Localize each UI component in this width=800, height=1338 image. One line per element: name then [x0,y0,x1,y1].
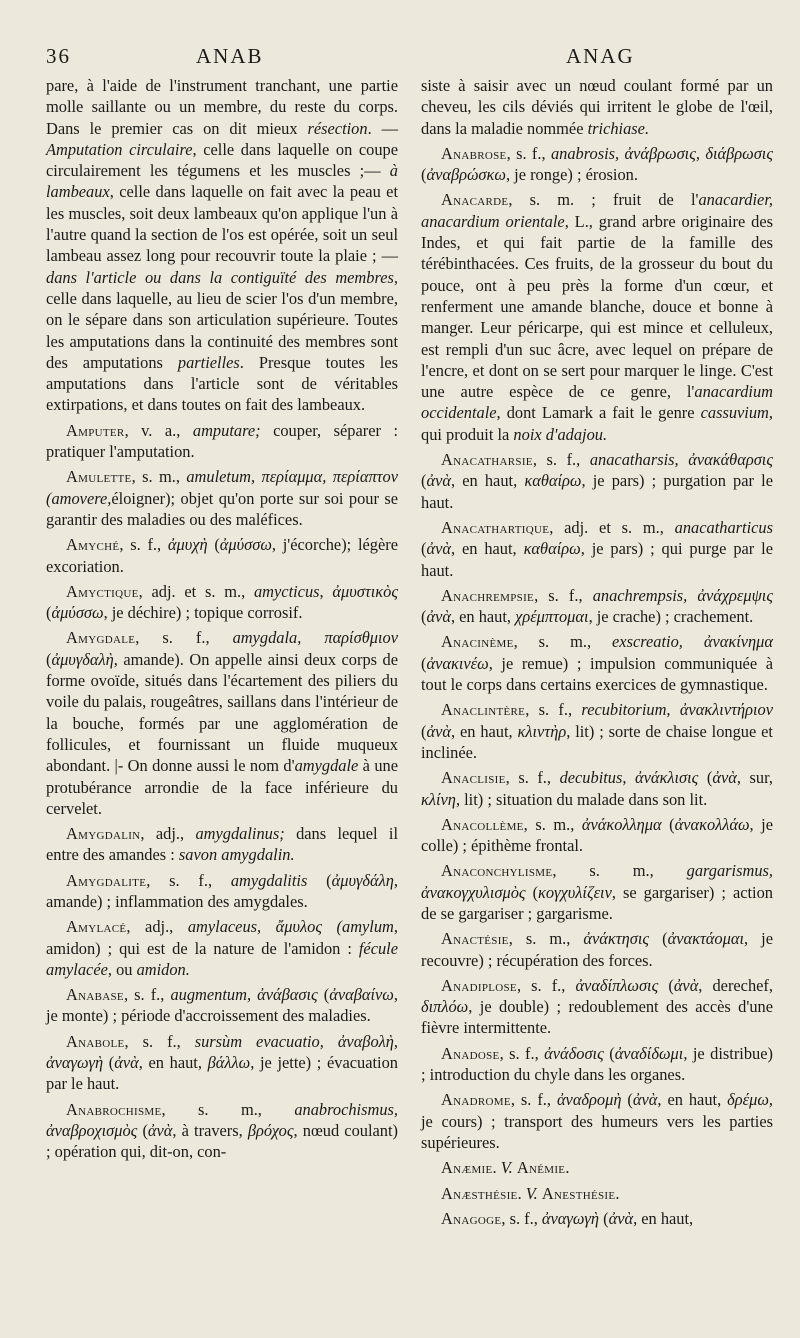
headword: Anémie [516,1158,566,1178]
headword: Anabrose [441,143,507,163]
body-text: siste à saisir avec un nœud coulant formé par un cheveu, les cils déviés qui irritent le globe de l'œil, dans la maladie nommée [421,76,773,138]
dictionary-entry [46,420,398,463]
body-text: ( [317,985,330,1005]
italic-text: διπλόω [421,997,469,1017]
body-text: , s. f., [119,535,168,555]
body-text: , adj., [140,824,196,844]
body-text: , celle dans laquelle on fait avec la peau et les muscles, soit deux lambeaux qu'on applique l'un à l'autre quand la section de l'os est opérée, soit un seul lambeau assez long pour recouvrir toute la plaie ; — [46,182,398,266]
body-text: , s. f., [499,1043,545,1063]
italic-text: ἀναβρώσκω [426,165,506,185]
body-text: ( [103,1053,115,1073]
italic-text: ἀνὰ [712,768,737,788]
italic-text: ἀνακτάομαι [667,929,744,949]
body-text: ( [599,1208,609,1228]
body-text: . [492,1158,501,1178]
dictionary-entry [46,984,398,1027]
italic-text: ἀνὰ [426,471,451,491]
italic-text: ἀναγωγὴ [541,1208,600,1228]
headword: Amygdalite [66,870,147,890]
body-text: , lit) ; sorte de chaise longue et inclinée. [421,721,773,762]
dictionary-entry [421,928,773,971]
dictionary-entry [421,1157,773,1178]
body-text: ( [525,882,539,902]
body-text: , j'écorche); légère excoriation. [46,535,398,576]
body-text: , s. f., [501,1208,542,1228]
italic-text: anacatharsis, ἀνακάθαρσις [589,450,773,470]
italic-text: V. [525,1183,538,1203]
body-text: , amande) ; inflammation des amygdales. [46,870,398,911]
dictionary-entry [46,581,398,624]
body-text: , s. f., [124,1031,195,1051]
body-text: , je jette) ; évacuation par le haut. [46,1053,399,1094]
headword: Anacarde [441,190,509,210]
body-text: , à travers, [172,1120,248,1140]
body-text: , s. f., [534,585,593,605]
body-text: ( [649,929,668,949]
italic-text: ἀναδίπλωσις [575,975,659,995]
body-text: couper, séparer : pratiquer l'amputation. [46,420,399,462]
italic-text: amygdalitis [230,870,308,890]
body-text: dans lequel il entre des amandes : [46,824,398,865]
dictionary-entry [421,189,773,445]
italic-text: amylaceus, ἄμυλος (amylum [187,917,394,937]
right-running-head: ANAG [566,44,635,68]
body-text: , ou [107,959,137,979]
dictionary-entry [421,975,773,1039]
italic-text: anabrochismus, ἀναβροχισμὸς [46,1099,398,1140]
body-text: pare, à l'aide de l'instrument tranchant, une partie molle saillante ou un membre, du reste du corps. Dans le premier cas on dit mieux [46,76,398,138]
dictionary-entry [46,1031,398,1095]
body-text: ( [658,975,674,995]
headword: Anacatharsie [441,450,533,470]
dictionary-entry [421,143,773,186]
italic-text: augmentum [170,985,247,1005]
headword: Anactésie [441,929,509,949]
body-text: , amidon) ; qui est de la nature de l'amidon : [46,917,399,958]
body-text: , s. f., [510,1090,557,1110]
body-text: , en haut, [450,471,525,491]
body-text: , v. a., [124,420,193,440]
body-text: , derechef, [698,975,773,995]
body-text: , je remue) ; impulsion communiquée à tout le corps dans certains exercices de gymnastique. [421,653,773,695]
headword: Anadrome [441,1090,511,1110]
headword: Anabase [66,985,124,1005]
body-text: , adj., [126,917,188,937]
headword: Anagoge [441,1208,502,1228]
body-text: ( [621,1090,633,1110]
italic-text: trichiase. [587,118,650,138]
body-text: , s. m. ; fruit de l' [508,190,699,210]
italic-text: ἀνὰ [426,721,451,741]
headword: Anaclisie [441,768,506,788]
dictionary-entry [421,814,773,857]
body-text: , s. m., [508,929,584,949]
body-text: , s. m., [513,632,613,652]
body-text: ( [603,1043,615,1063]
left-column [46,75,398,1163]
body-text: , L., grand arbre originaire des Indes, et qui fait partie de la famille des térébinthacées. Ces fruits, de la grosseur du bout du pouce, ont à peu près la forme d'un cœur, et renferment une amande blanche, douce et bonne à manger. Leur péricarpe, qui est mince et celluleux, est rempli d'un suc âcre, avec lequel on prépare de l'encre, et dont on se sert pour marquer le linge. C'est une autre espèce de ce genre, l' [421,211,773,402]
body-text: ( [661,814,675,834]
body-text: , je crache) ; crachement. [588,607,754,627]
italic-text: V. [500,1158,513,1178]
italic-text: ἀνὰ [426,539,451,559]
body-text: , s. f., [532,450,590,470]
body-text: , lit) ; situation du malade dans son lit. [455,789,708,809]
italic-text: καθαίρω [523,539,581,559]
body-text: , s. m., [131,467,187,487]
italic-text: à lambeaux [46,161,398,202]
italic-text: ἀναδίδωμι [614,1043,684,1063]
body-text: , en haut, [450,721,518,741]
dictionary-entry [421,767,773,810]
headword: Anæmie [441,1158,493,1178]
italic-text: χρέμπτομαι [515,607,589,627]
body-text: , s. m., [552,861,687,881]
italic-text: ἀμυγδάλη [331,870,394,890]
headword: Amygdalin [66,824,141,844]
dictionary-entry [421,517,773,581]
italic-text: amuletum, περίαμμα, περίαπτον (amovere, [46,467,399,508]
italic-text: ἀνάβασις [257,985,318,1005]
headword: Amygdale [66,628,136,648]
headword: Anesthésie [541,1183,616,1203]
italic-text: amygdalinus; [195,824,285,844]
body-text: ( [307,870,332,890]
body-text: , en haut, [450,539,524,559]
body-text: , s. f., [525,700,582,720]
body-text: ( [698,768,713,788]
italic-text: δρέμω [727,1090,769,1110]
headword: Amyché [66,535,120,555]
italic-text: ἀνὰ [426,607,451,627]
body-text: ( [421,165,427,185]
body-text: , je double) ; redoublement des accès d'une fièvre intermittente. [421,997,773,1038]
italic-text: ἀμυχὴ [167,535,208,555]
italic-text: κογχυλίζειν [538,882,612,902]
italic-text: amidon. [136,959,190,979]
body-text: , amande). On appelle ainsi deux corps de forme ovoïde, situés dans l'écartement des piliers du voile du palais, rougeâtres, saillans dans l'intérieur de la bouche, formés par une agglomération de follicules, et fournissant un fluide muqueux abondant. |- On donne aussi le nom d' [46,649,398,776]
body-text: , je monte) ; période d'accroissement des maladies. [46,985,398,1026]
italic-text: ἀνὰ [632,1090,658,1110]
body-text: ( [421,539,427,559]
headword: Amulette [66,467,132,487]
body-text: , en haut, [657,1090,728,1110]
body-text: . [615,1183,620,1203]
italic-text: ἀμύσσω [219,535,272,555]
italic-text: ἀνακολλάω [674,814,750,834]
dictionary-entry [421,1089,773,1153]
body-text: ( [46,649,52,669]
body-text: , je distribue) ; introduction du chyle dans les organes. [421,1043,773,1085]
italic-text: ἀνακινέω [426,653,489,673]
body-text: . [565,1158,570,1178]
italic-text: decubitus [559,768,623,788]
dictionary-entry [421,1183,773,1204]
body-text: ( [421,471,427,491]
dictionary-entry [421,1043,773,1086]
entry-continuation [46,75,398,416]
italic-text: amputare; [192,420,261,440]
italic-text: anabrosis, ἀνάβρωσις, διάβρωσις [550,143,773,163]
italic-text: cassuvium [700,403,769,423]
body-text: , celle dans laquelle on coupe circulairement les tégumens et les muscles ;— [46,139,398,181]
body-text: éloigner); objet qu'on porte sur soi pour se garantir des maladies ou des maléfices. [46,488,398,529]
italic-text: βρόχος [247,1120,294,1140]
body-text: , s. f., [516,975,576,995]
italic-text: anacatharticus [674,517,773,537]
headword: Anacinème [441,632,514,652]
headword: Amyctique [66,581,139,601]
italic-text: savon amygdalin. [178,845,295,865]
headword: Anadiplose [441,975,517,995]
italic-text: ἀνάκλισις [635,768,699,788]
italic-text: καθαίρω [524,471,582,491]
body-text: , je déchire) ; topique corrosif. [103,603,303,623]
right-column [421,75,773,1229]
body-text: , [622,768,636,788]
body-text: , se gargariser) ; action de se gargariser ; gargarisme. [421,882,773,923]
body-text: . Presque toutes les amputations dans l'article sont de véritables extirpations, et dans toutes on fait des lambeaux. [46,352,398,415]
body-text: , je ronge) ; érosion. [505,165,638,185]
italic-text: κλίνη [421,789,456,809]
body-text: , s. m., [161,1099,295,1119]
body-text: , qui produit la [421,403,773,444]
body-text: , nœud coulant) ; opération qui, dit-on, con- [46,1120,399,1162]
body-text: , s. f., [506,143,551,163]
italic-text: ἀνὰ [147,1120,173,1140]
italic-text: résection [307,118,368,138]
dictionary-entry [421,699,773,763]
body-text: ( [421,721,427,741]
body-text: ( [137,1120,148,1140]
dictionary-entry [421,860,773,924]
italic-text: partielles [177,352,240,372]
headword: Anaclintère [441,700,526,720]
body-text: , s. f., [146,870,231,890]
body-text: , s. f., [123,985,171,1005]
headword: Anacathartique [441,517,550,537]
dictionary-entry [46,823,398,866]
dictionary-entry [421,1208,773,1229]
body-text: , s. f., [505,768,560,788]
body-text: , celle dans laquelle, au lieu de scier l'os d'un membre, on le sépare dans son articulation supérieure. Toutes les amputations dans la continuité des membres sont des amputations [46,267,398,372]
body-text: , dont Lamark a fait le genre [496,403,701,423]
body-text: à une protubérance arrondie de la face inférieure du cervelet. [46,756,398,818]
italic-text: exscreatio, ἀνακίνημα [612,632,773,652]
running-header [46,44,770,70]
body-text: , je pars) ; qui purge par le haut. [421,539,773,580]
body-text: , je cours) ; transport des humeurs vers les parties supérieures. [421,1090,773,1152]
dictionary-entry [421,449,773,513]
italic-text: sursùm evacuatio, ἀναβολὴ, ἀναγωγὴ [46,1031,398,1073]
body-text: ( [46,603,52,623]
dictionary-entry [421,631,773,695]
body-text: , s. m., [523,814,582,834]
body-text: , [246,985,258,1005]
dictionary-entry [421,585,773,628]
body-text: , [319,581,333,601]
body-text: , en haut, [450,607,516,627]
italic-text: anachrempsis, ἀνάχρεμψις [592,585,773,605]
headword: Amylacé [66,917,127,937]
dictionary-entry [46,627,398,819]
italic-text: ἀνὰ [114,1053,139,1073]
italic-text: amygdale [294,756,359,776]
dictionary-entry [46,534,398,577]
headword: Anabole [66,1031,125,1051]
italic-text: amygdala, παρίσθμιον [232,628,398,648]
body-text: , s. f., [135,628,233,648]
headword: Anæsthésie [441,1183,518,1203]
italic-text: κλιντὴρ [517,721,567,741]
headword: Amputer [66,420,125,440]
body-text: . — [367,118,398,138]
italic-text: ἀνάκτησις [583,929,650,949]
body-text: , je colle) ; épithème frontal. [421,814,773,856]
body-text: ( [207,535,220,555]
dictionary-entry [46,1099,398,1163]
italic-text: anacardier, anacardium orientale [421,190,773,231]
italic-text: ἀμυγδαλὴ [51,649,114,669]
body-text: , adj. et s. m., [549,517,675,537]
italic-text: ἀμύσσω [51,603,104,623]
italic-text: ἀνάκολλημα [581,814,662,834]
dictionary-entry [46,870,398,913]
body-text: , je recouvre) ; récupération des forces. [421,929,773,970]
italic-text: anacardium occidentale [421,382,773,423]
italic-text: amycticus [253,581,320,601]
italic-text: ἀνάδοσις [544,1043,604,1063]
body-text: . [517,1183,526,1203]
body-text: , en haut, [138,1053,208,1073]
italic-text: dans l'article ou dans la contiguïté des membres [46,267,394,287]
italic-text: ἀναδρομὴ [556,1090,622,1110]
dictionary-entry [46,916,398,980]
body-text: , je pars) ; purgation par le haut. [421,471,773,512]
headword: Anaconchylisme [441,861,553,881]
headword: Anadose [441,1043,500,1063]
page-number: 36 [46,44,71,68]
headword: Anachrempsie [441,585,535,605]
italic-text: recubitorium, ἀνακλιντήριον [581,700,773,720]
body-text: ( [421,653,427,673]
italic-text: βάλλω [207,1053,251,1073]
italic-text: ἀνὰ [608,1208,634,1228]
italic-text: gargarismus, ἀνακογχυλισμὸς [421,861,773,902]
entry-continuation [421,75,773,139]
body-text: ( [421,607,427,627]
italic-text: noix d'adajou. [513,424,608,444]
italic-text: fécule amylacée [46,938,398,979]
dictionary-entry [46,466,398,530]
italic-text: ἀμυστικὸς [332,581,398,601]
body-text: , sur, [736,768,773,788]
body-text: , adj. et s. m., [138,581,254,601]
italic-text: Amputation circulaire [46,139,193,159]
body-text: , en haut, [633,1208,694,1228]
headword: Anacollème [441,814,524,834]
headword: Anabrochisme [66,1099,162,1119]
italic-text: ἀναβαίνω [329,985,394,1005]
left-running-head: ANAB [196,44,264,68]
italic-text: ἀνὰ [673,975,699,995]
